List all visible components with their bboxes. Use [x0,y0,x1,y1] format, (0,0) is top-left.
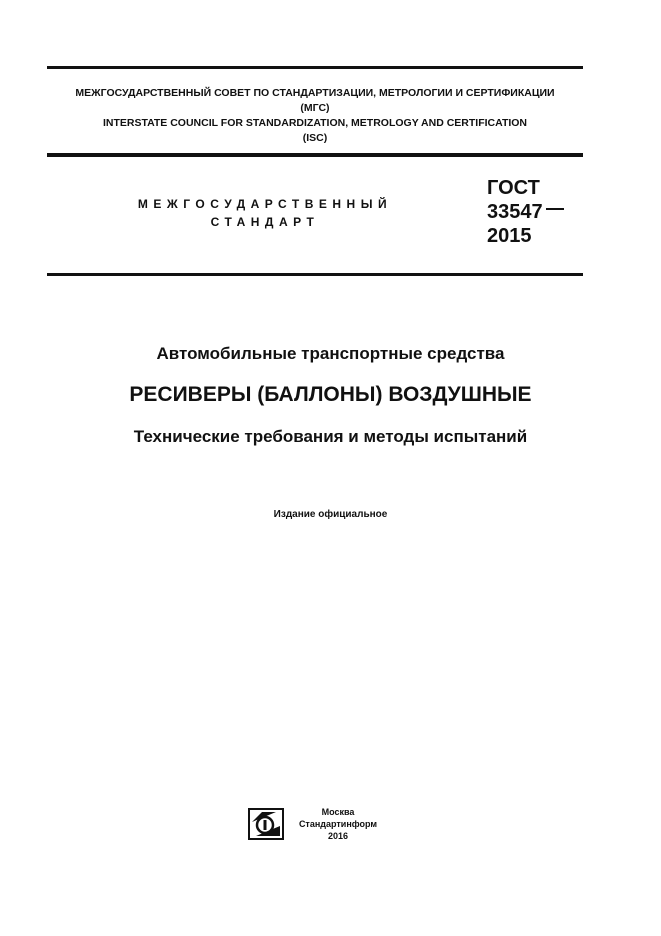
edition-note: Издание официальное [273,509,388,520]
standard-designation [487,176,564,248]
standard-type-line2: СТАНДАРТ [210,215,320,229]
council-ru-abbr: (МГС) [300,102,330,114]
header-rule [47,153,583,157]
council-en-abbr: (ISC) [302,132,328,144]
standard-type [100,195,430,231]
council-header [47,86,583,146]
gost-number: 33547 [487,201,543,223]
gost-number-line [487,200,564,224]
publisher-name: Стандартинформ [298,819,378,829]
standard-type-line1: МЕЖГОСУДАРСТВЕННЫЙ [137,197,393,211]
gost-prefix: ГОСТ [487,177,540,199]
gost-dash [546,208,564,210]
designation-rule [47,273,583,276]
standartinform-logo-icon [248,808,284,840]
publisher-city: Москва [321,807,355,817]
document-category: Автомобильные транспортные средства [156,344,505,363]
top-rule [47,66,583,69]
publisher-imprint [295,806,381,842]
document-subtitle: Технические требования и методы испытаний [133,427,528,446]
document-main-title: РЕСИВЕРЫ (БАЛЛОНЫ) ВОЗДУШНЫЕ [129,383,532,406]
gost-year: 2015 [487,225,532,247]
council-en-name: INTERSTATE COUNCIL FOR STANDARDIZATION, METROLOGY AND CERTIFICATION [102,117,528,129]
publisher-year: 2016 [327,831,349,841]
council-ru-name: МЕЖГОСУДАРСТВЕННЫЙ СОВЕТ ПО СТАНДАРТИЗАЦИИ, МЕТРОЛОГИИ И СЕРТИФИКАЦИИ [75,87,555,99]
